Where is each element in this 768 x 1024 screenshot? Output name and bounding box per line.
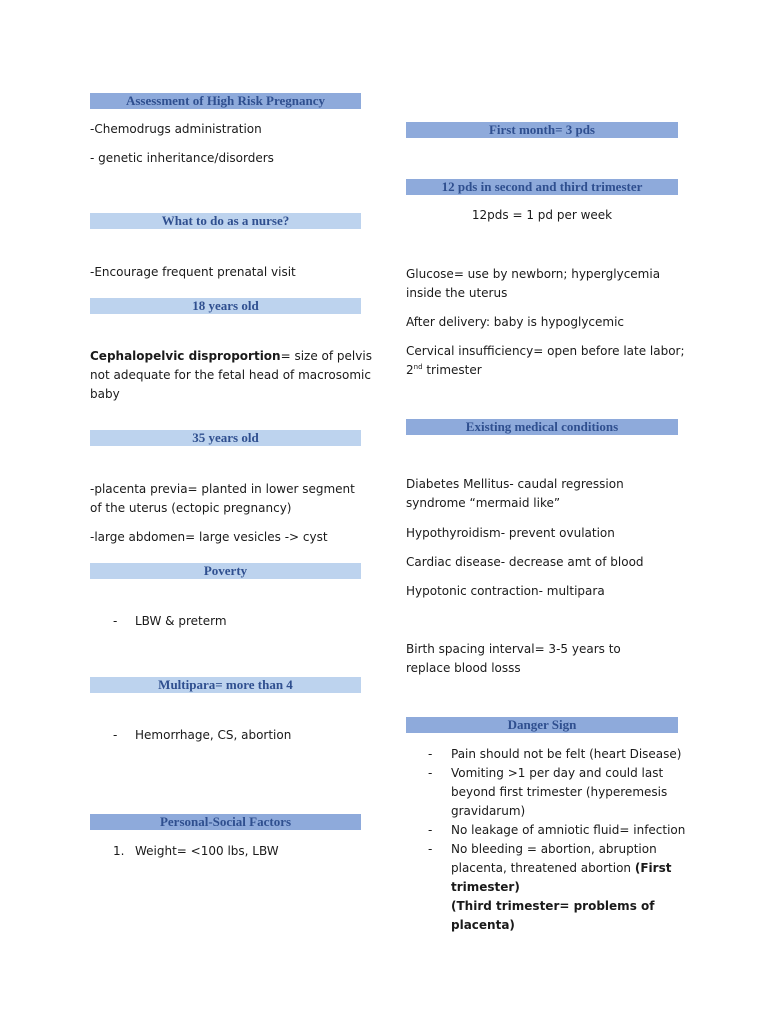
cpd-term: Cephalopelvic disproportion — [90, 349, 281, 363]
text-cervical — [406, 342, 696, 380]
text-encourage: -Encourage frequent prenatal visit — [90, 265, 296, 279]
text-pds-per-week: 12pds = 1 pd per week — [471, 208, 613, 222]
list-item — [406, 764, 696, 821]
text-glucose: Glucose= use by newborn; hyperglycemia inside the uterus — [406, 267, 661, 300]
list-marker: - — [428, 842, 433, 856]
heading-nurse: What to do as a nurse? — [90, 213, 361, 229]
cpd-definition: = size of pelvis not adequate for the fetal head of macrosomic baby — [90, 349, 372, 401]
list-item — [406, 745, 696, 764]
heading-danger-sign: Danger Sign — [406, 717, 678, 733]
text-hypotonic: Hypotonic contraction- multipara — [406, 584, 605, 598]
heading-multipara: Multipara= more than 4 — [90, 677, 361, 693]
heading-existing-conditions: Existing medical conditions — [406, 419, 678, 435]
bleeding-first-trimester: (First trimester) — [451, 861, 672, 894]
heading-assessment: Assessment of High Risk Pregnancy — [90, 93, 361, 109]
text-lbw-preterm: LBW & preterm — [135, 614, 227, 628]
list-marker: - — [428, 823, 433, 837]
text-placenta-previa: -placenta previa= planted in lower segment of the uterus (ectopic pregnancy) — [90, 482, 355, 515]
list-item — [406, 840, 696, 935]
heading-12pds: 12 pds in second and third trimester — [406, 179, 678, 195]
cervical-num: 2 — [406, 363, 414, 377]
multipara-dash: - — [113, 728, 118, 742]
list-item-text: Pain should not be felt (heart Disease) — [451, 747, 682, 761]
heading-18-years: 18 years old — [90, 298, 361, 314]
text-large-abdomen: -large abdomen= large vesicles -> cyst — [90, 530, 328, 544]
heading-personal-social: Personal-Social Factors — [90, 814, 361, 830]
text-birth-spacing: Birth spacing interval= 3-5 years to replace blood losss — [406, 642, 621, 675]
list-item-text: Vomiting >1 per day and could last beyond first trimester (hyperemesis gravidarum) — [451, 766, 668, 818]
text-hypothyroidism: Hypothyroidism- prevent ovulation — [406, 526, 615, 540]
text-hemorrhage: Hemorrhage, CS, abortion — [135, 728, 292, 742]
text-diabetes: Diabetes Mellitus- caudal regression syndrome “mermaid like” — [406, 477, 624, 510]
cervical-line1: Cervical insufficiency= open before late labor; — [406, 344, 685, 358]
text-weight: Weight= <100 lbs, LBW — [135, 844, 279, 858]
list-marker: - — [428, 766, 433, 780]
text-after-delivery: After delivery: baby is hypoglycemic — [406, 315, 625, 329]
text-cpd — [90, 347, 380, 404]
poverty-dash: - — [113, 614, 118, 628]
bleeding-third-trimester: (Third trimester= problems of placenta) — [451, 899, 655, 932]
bleeding-text: No bleeding = abortion, abruption placenta, threatened abortion — [451, 842, 657, 875]
text-genetic: - genetic inheritance/disorders — [90, 151, 274, 165]
heading-poverty: Poverty — [90, 563, 361, 579]
heading-first-month: First month= 3 pds — [406, 122, 678, 138]
list-item — [406, 821, 696, 840]
list-marker: - — [428, 747, 433, 761]
heading-35-years: 35 years old — [90, 430, 361, 446]
personal-number: 1. — [113, 844, 125, 858]
list-item-text: No leakage of amniotic fluid= infection — [451, 823, 686, 837]
cervical-rest: trimester — [422, 363, 482, 377]
cervical-sup: nd — [413, 363, 423, 371]
danger-sign-list — [406, 745, 696, 935]
text-cardiac: Cardiac disease- decrease amt of blood — [406, 555, 644, 569]
text-chemodrugs: -Chemodrugs administration — [90, 122, 262, 136]
